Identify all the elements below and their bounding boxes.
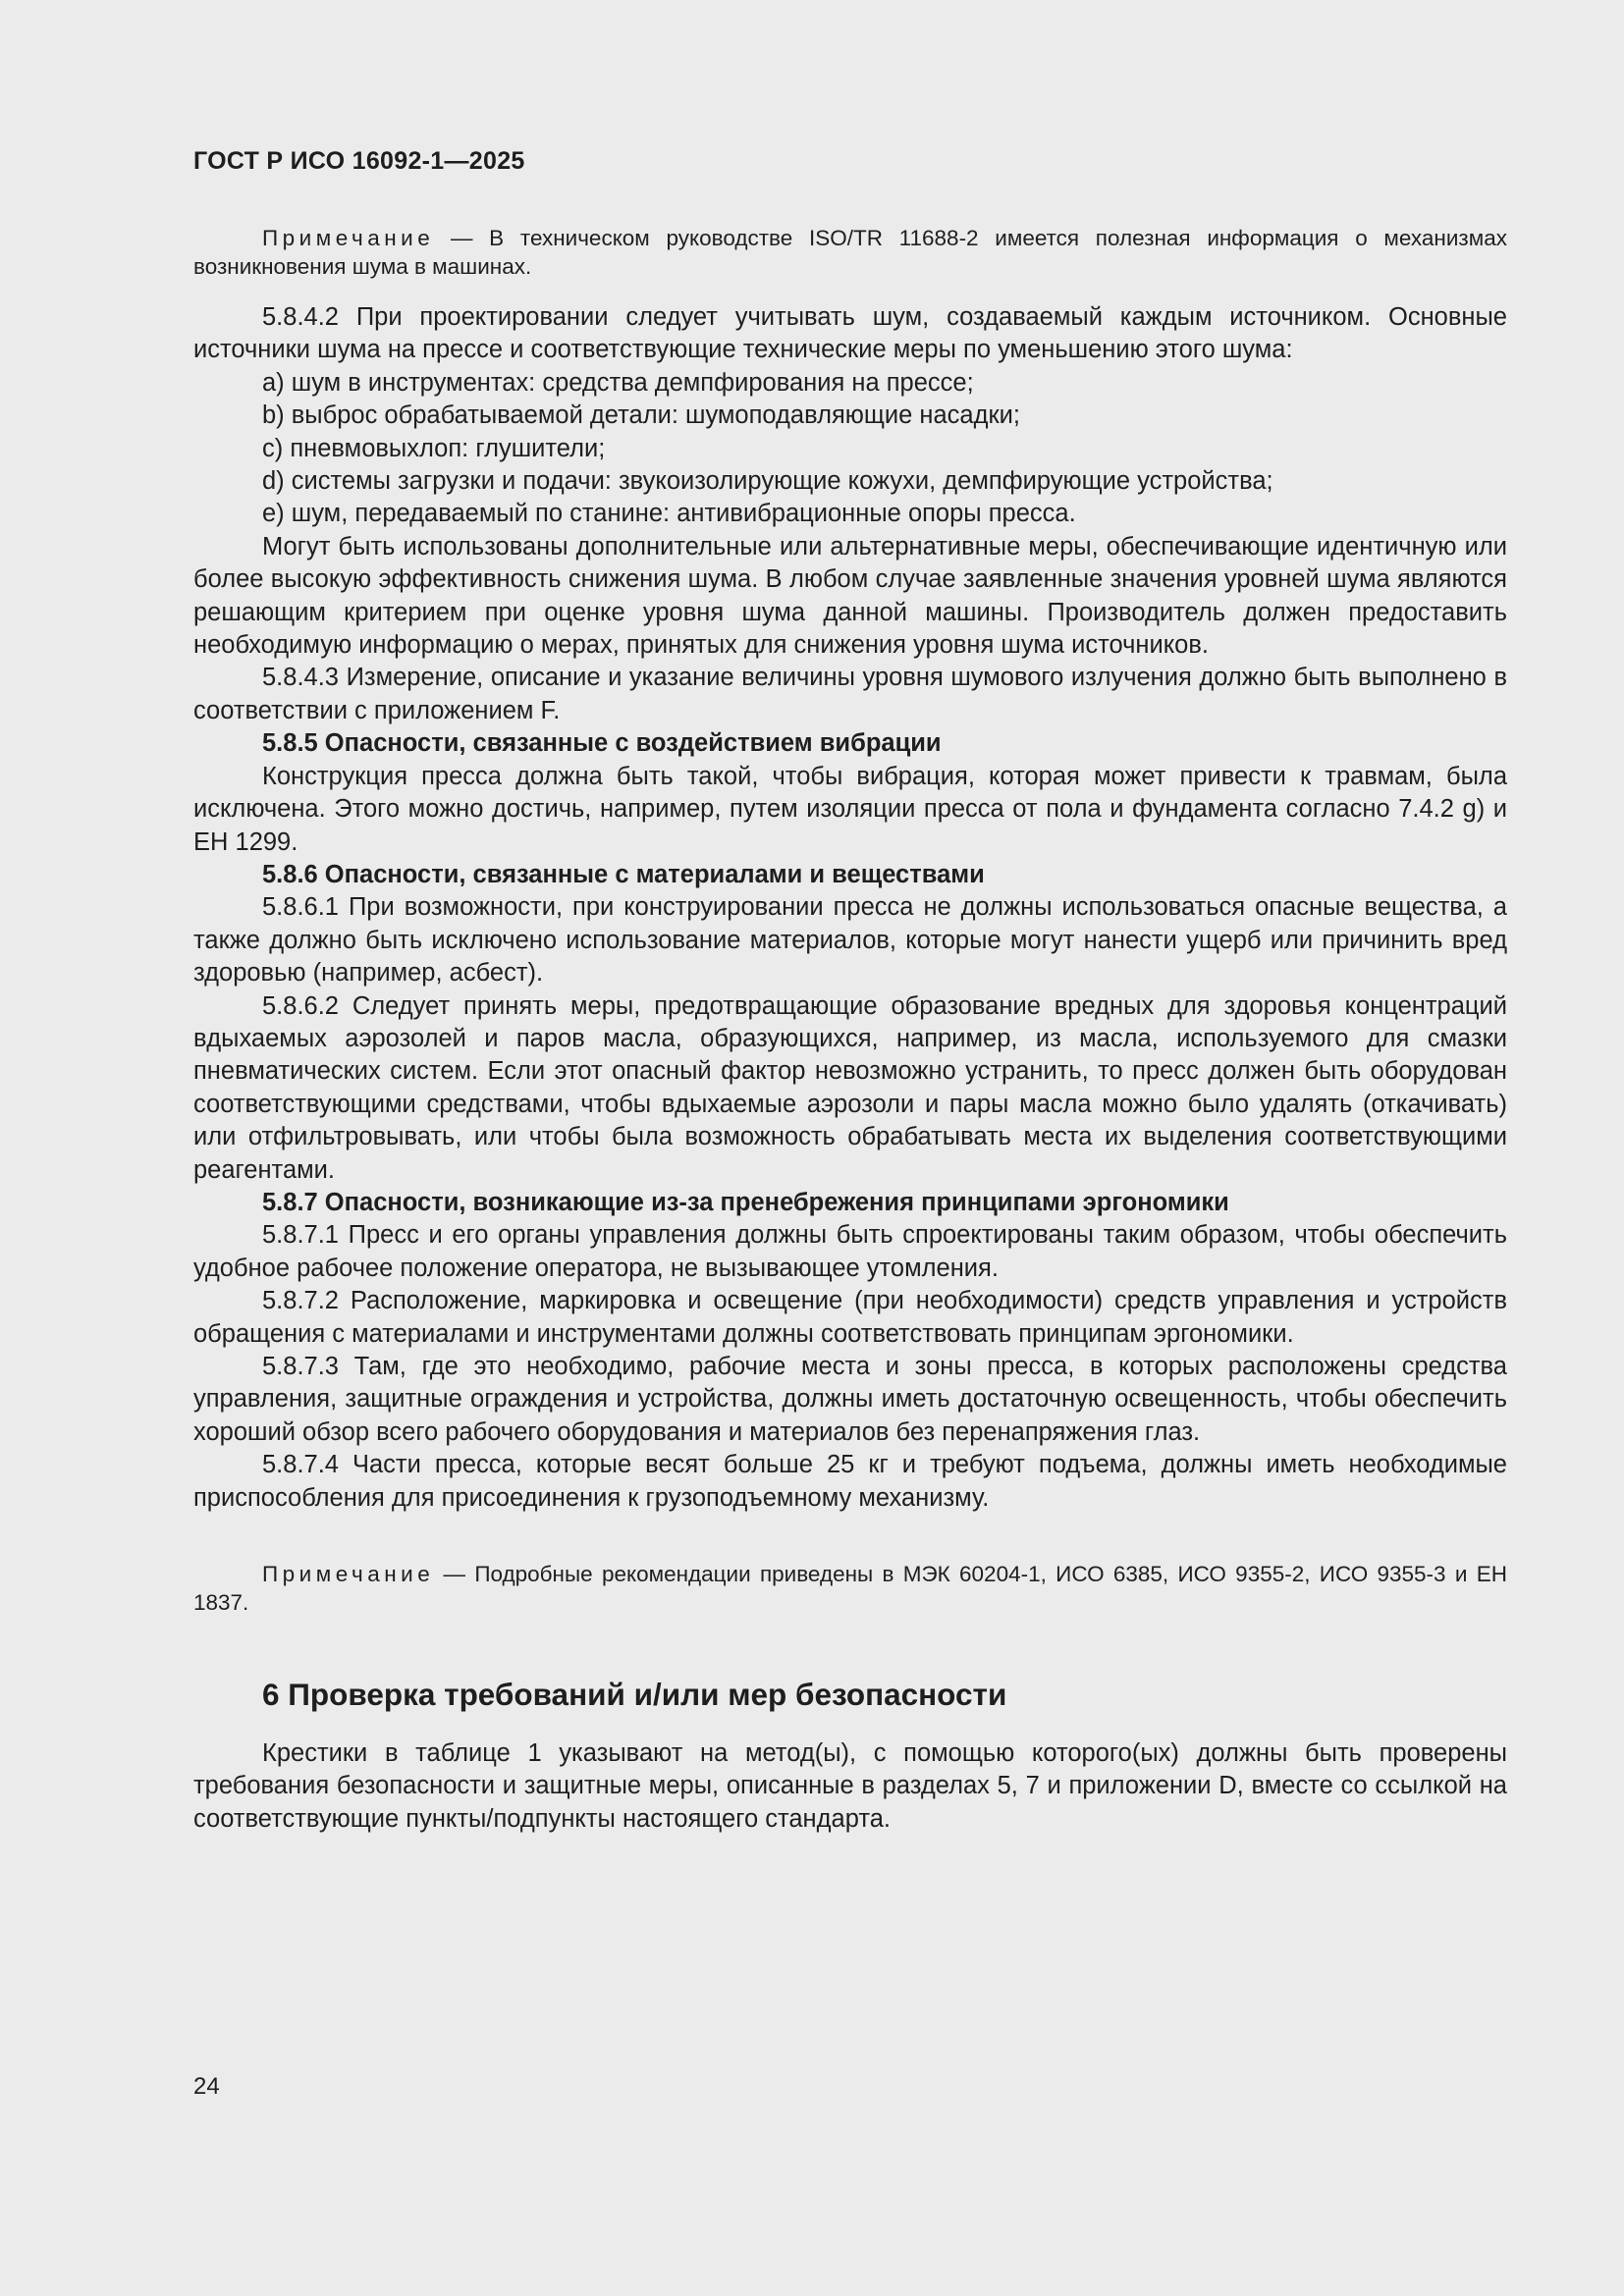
note-2 — [193, 1560, 1507, 1617]
note-2-label: Примечание — [262, 1562, 435, 1586]
paragraph-5-8-6-1: 5.8.6.1 При возможности, при конструировании пресса не должны использоваться опасные вещества, а также должно быть исключено использование материалов, которые могут нанести ущерб или причинить вред здоровью (например, асбест). — [193, 893, 1507, 988]
section-6-body — [193, 1737, 1507, 1836]
list-item-c: c) пневмовыхлоп: глушители; — [262, 434, 606, 462]
paragraph-5-8-5-text: Конструкция пресса должна быть такой, чтобы вибрация, которая может привести к травмам, была исключена. Этого можно достичь, например, путем изоляции пресса от пола и фундамента согласно 7.4.2 g) и ЕН 1299. — [193, 762, 1507, 856]
paragraph-5-8-7-4: 5.8.7.4 Части пресса, которые весят больше 25 кг и требуют подъема, должны иметь необходимые приспособления для присоединения к грузоподъемному механизму. — [193, 1451, 1507, 1512]
paragraph-5-8-7-3: 5.8.7.3 Там, где это необходимо, рабочие места и зоны пресса, в которых расположены средства управления, защитные ограждения и устройства, должны иметь достаточную освещенность, чтобы обеспечить хороший обзор всего рабочего оборудования и материалов без перенапряжения глаз. — [193, 1353, 1507, 1446]
note-1 — [193, 224, 1507, 281]
note-1-dash: — — [450, 226, 473, 250]
note-1-label: Примечание — [262, 226, 435, 250]
document-header: ГОСТ Р ИСО 16092-1—2025 — [193, 147, 525, 175]
paragraph-5-8-4-2: 5.8.4.2 При проектировании следует учитывать шум, создаваемый каждым источником. Основные источники шума на прессе и соответствующие технические меры по уменьшению этого шума: — [193, 303, 1507, 364]
section-6-title: 6 Проверка требований и/или мер безопасности — [262, 1677, 1007, 1712]
page-number: 24 — [193, 2073, 220, 2100]
section-5-8-body — [193, 301, 1507, 1515]
list-item-b: b) выброс обрабатываемой детали: шумоподавляющие насадки; — [262, 401, 1020, 430]
note-2-dash: — — [443, 1562, 466, 1586]
list-item-e: e) шум, передаваемый по станине: антивибрационные опоры пресса. — [262, 500, 1076, 528]
paragraph-5-8-7-1: 5.8.7.1 Пресс и его органы управления должны быть спроектированы таким образом, чтобы обеспечить удобное рабочее положение оператора, не вызывающее утомления. — [193, 1221, 1507, 1282]
paragraph-5-8-7-2: 5.8.7.2 Расположение, маркировка и освещение (при необходимости) средств управления и устройств обращения с материалами и инструментами должны соответствовать принципам эргономики. — [193, 1287, 1507, 1348]
heading-5-8-7: 5.8.7 Опасности, возникающие из-за пренебрежения принципами эргономики — [262, 1188, 1229, 1216]
heading-5-8-5: 5.8.5 Опасности, связанные с воздействием вибрации — [262, 729, 942, 758]
heading-5-8-6: 5.8.6 Опасности, связанные с материалами и веществами — [262, 860, 985, 888]
paragraph-alternative-measures: Могут быть использованы дополнительные или альтернативные меры, обеспечивающие идентичную или более высокую эффективность снижения шума. В любом случае заявленные значения уровней шума являются решающим критерием при оценке уровня шума данной машины. Производитель должен предоставить необходимую информацию о мерах, принятых для снижения уровня шума источников. — [193, 532, 1507, 660]
list-item-d: d) системы загрузки и подачи: звукоизолирующие кожухи, демпфирующие устройства; — [262, 467, 1273, 496]
paragraph-5-8-6-2: 5.8.6.2 Следует принять меры, предотвращающие образование вредных для здоровья концентраций вдыхаемых аэрозолей и паров масла, образующихся, например, из масла, используемого для смазки пневматических систем. Если этот опасный фактор невозможно устранить, то пресс должен быть оборудован соответствующими средствами, чтобы вдыхаемые аэрозоли и пары масла можно было удалять (откачивать) или отфильтровывать, или чтобы была возможность обрабатывать места их выделения соответствующими реагентами. — [193, 991, 1507, 1184]
paragraph-5-8-4-3: 5.8.4.3 Измерение, описание и указание величины уровня шумового излучения должно быть выполнено в соответствии с приложением F. — [193, 664, 1507, 724]
note-2-text: Подробные рекомендации приведены в МЭК 60204-1, ИСО 6385, ИСО 9355-2, ИСО 9355-3 и ЕН 1837. — [193, 1562, 1507, 1615]
section-6-paragraph: Крестики в таблице 1 указывают на метод(ы), с помощью которого(ых) должны быть проверены требования безопасности и защитные меры, описанные в разделах 5, 7 и приложении D, вместе со ссылкой на соответствующие пункты/подпункты настоящего стандарта. — [193, 1739, 1507, 1833]
note-1-text: В техническом руководстве ISO/TR 11688-2 имеется полезная информация о механизмах возникновения шума в машинах. — [193, 226, 1507, 279]
list-item-a: a) шум в инструментах: средства демпфирования на прессе; — [262, 368, 974, 397]
